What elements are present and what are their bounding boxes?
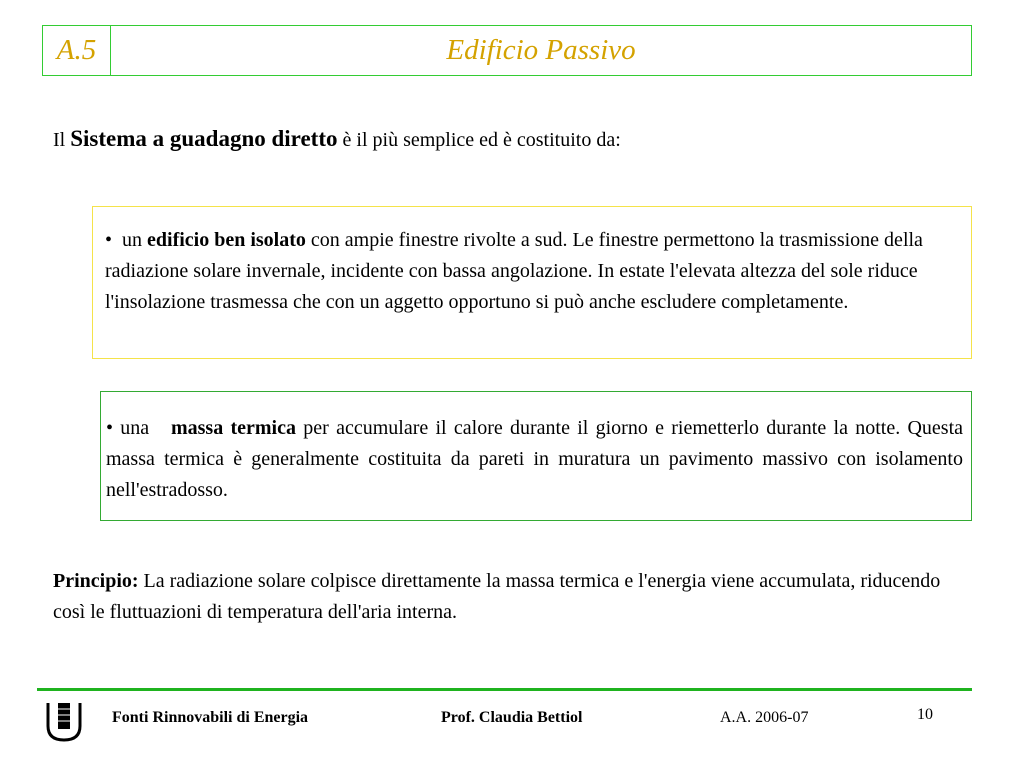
slide-header: [42, 25, 972, 76]
intro-suffix: è il più semplice ed è costituito da:: [337, 129, 621, 151]
footer-professor: Prof. Claudia Bettiol: [441, 709, 583, 726]
footer-divider: [37, 688, 972, 691]
bullet-icon: •: [105, 229, 113, 251]
section-code: A.5: [56, 34, 97, 66]
footer-course: Fonti Rinnovabili di Energia: [112, 709, 309, 726]
title-cell: [111, 26, 971, 75]
item2-text: per accumulare il calore durante il giorno e riemetterlo durante la notte. Questa massa termica è generalmente costituita da pareti in muratura un pavimento massivo con isolamento nell'estradosso.: [106, 417, 964, 501]
principle-label: Principio:: [53, 570, 139, 592]
intro-bold: Sistema a guadagno diretto: [70, 126, 338, 151]
item-box-insulated-building: [92, 206, 972, 359]
item-box-thermal-mass: [100, 391, 972, 521]
section-code-cell: [43, 26, 111, 75]
page-number: 10: [917, 706, 933, 723]
principle-text: La radiazione solare colpisce direttamente la massa termica e l'energia viene accumulata, riducendo così le fluttuazioni di temperatura dell'aria interna.: [53, 570, 941, 623]
bullet-icon: •: [106, 417, 114, 439]
item2-bold: massa termica: [170, 417, 296, 439]
item1-text: con ampie finestre rivolte a sud. Le finestre permettono la trasmissione della radiazione solare invernale, incidente con bassa angolazione. In estate l'elevata altezza del sole riduce l'insolazione trasmessa che con un aggetto opportuno si può anche escludere completamente.: [105, 229, 923, 313]
item1-bold: edificio ben isolato: [147, 229, 306, 251]
footer-year: A.A. 2006-07: [720, 709, 809, 726]
intro-paragraph: [53, 126, 621, 152]
slide-title: Edificio Passivo: [446, 34, 636, 66]
item2-lead: una: [113, 417, 157, 439]
item1-lead: un: [122, 229, 148, 251]
university-logo-icon: [44, 700, 84, 744]
intro-prefix: Il: [53, 129, 71, 151]
principle-paragraph: [53, 566, 963, 628]
